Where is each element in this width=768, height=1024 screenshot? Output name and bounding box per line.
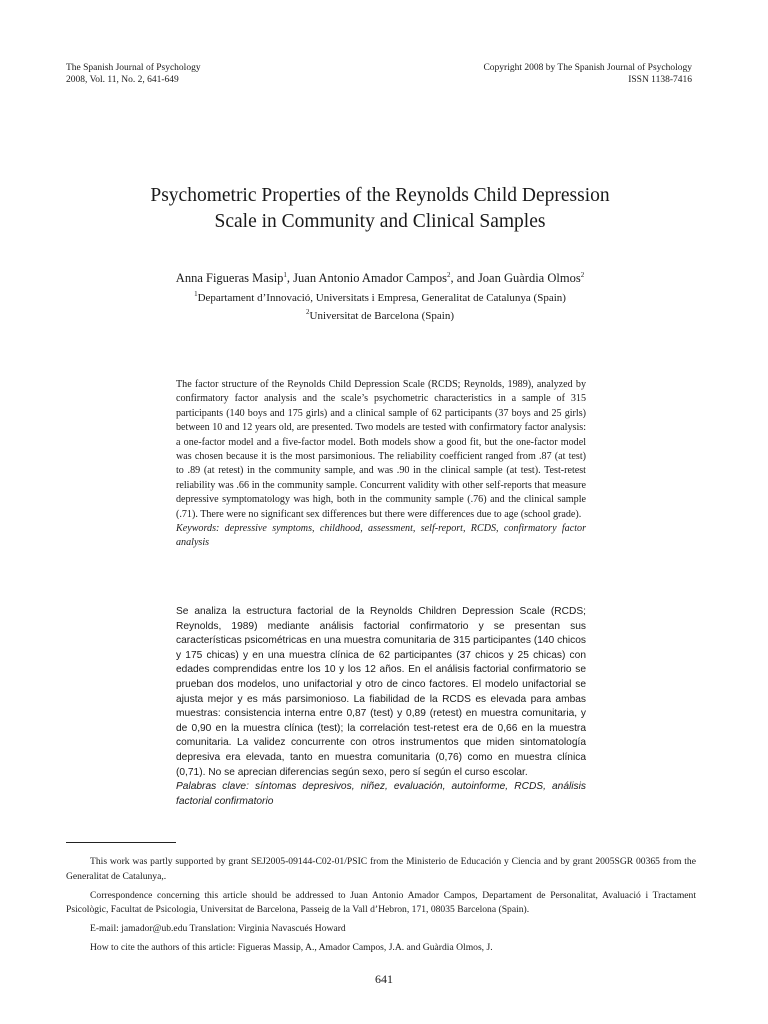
abstract-keywords: Keywords: depressive symptoms, childhood, assessment, self-report, RCDS, confirmatory factor analysis bbox=[176, 523, 586, 549]
funding-note: This work was partly supported by grant SEJ2005-09144-C02-01/PSIC from the Ministerio de Educación y Ciencia and by grant 2005SGR 00365 from the Generalitat de Catalunya,. bbox=[66, 856, 696, 882]
author-affiliation-mark: 2 bbox=[580, 271, 585, 279]
affiliation-1 bbox=[60, 291, 700, 305]
affiliation-mark: 2 bbox=[306, 308, 310, 316]
author-separator: , and bbox=[450, 271, 478, 285]
journal-citation: 2008, Vol. 11, No. 2, 641-649 bbox=[66, 75, 179, 85]
author-name: Joan Guàrdia Olmos bbox=[477, 271, 581, 285]
footnotes bbox=[66, 855, 696, 960]
affiliation-text: Departament d’Innovació, Universitats i Empresa, Generalitat de Catalunya (Spain) bbox=[197, 292, 566, 304]
journal-header-left bbox=[66, 62, 201, 86]
citation-note: How to cite the authors of this article: Figueras Massip, A., Amador Campos, J.A. and Guàrdia Olmos, J. bbox=[90, 942, 493, 953]
email-translation-note: E-mail: jamador@ub.edu Translation: Virginia Navascués Howard bbox=[90, 923, 346, 934]
journal-header-right bbox=[483, 62, 692, 86]
page-number: 641 bbox=[375, 972, 393, 986]
footnote-divider bbox=[66, 842, 176, 843]
author-affiliation-mark: 1 bbox=[283, 271, 287, 279]
correspondence-note: Correspondence concerning this article should be addressed to Juan Antonio Amador Campos, Departament de Personalitat, Avaluació i Tractament Psicològic, Facultat de Psicologia, Universitat de Barcelona, Passeig de la Vall d’Hebron, 171, 08035 Barcelona (Spain). bbox=[66, 889, 696, 915]
english-abstract bbox=[176, 378, 586, 551]
resumen-keywords: Palabras clave: síntomas depresivos, niñez, evaluación, autoinforme, RCDS, análisis factorial confirmatorio bbox=[176, 781, 586, 807]
author-name: Juan Antonio Amador Campos bbox=[293, 271, 447, 285]
article-title bbox=[60, 183, 700, 235]
copyright-line: Copyright 2008 by The Spanish Journal of Psychology bbox=[483, 63, 692, 73]
affiliation-mark: 1 bbox=[194, 290, 198, 298]
title-line-1: Psychometric Properties of the Reynolds Child Depression bbox=[150, 185, 610, 206]
spanish-abstract bbox=[176, 605, 586, 809]
affiliation-text: Universitat de Barcelona (Spain) bbox=[309, 310, 454, 322]
resumen-text: Se analiza la estructura factorial de la Reynolds Children Depression Scale (RCDS; Reynolds, 1989) mediante análisis factorial confirmatorio y se presentan sus características psicométricas en una muestra comunitaria de 315 participantes (140 chicos y 175 chicas) y en una muestra clínica de 62 participantes (37 chicos y 25 chicas) con edades comprendidas entre los 10 y los 12 años. En el análisis factorial confirmatorio se prueban dos modelos, uno unifactorial y otro de cinco factores. El modelo unifactorial se ajusta mejor y es más parsimonioso. La fiabilidad de la RCDS es elevada para ambas muestras: consistencia interna entre 0,87 (test) y 0,89 (retest) en muestra comunitaria, y de 0,90 en la muestra clínica (test); la correlación test-retest era de 0,66 en la muestra comunitaria. La validez concurrente con otros instrumentos que miden sintomatología depresiva era elevada, tanto en muestra comunitaria (0,76) como en muestra clínica (0,71). No se aprecian diferencias según sexo, pero sí según el curso escolar. bbox=[176, 606, 586, 778]
journal-name: The Spanish Journal of Psychology bbox=[66, 63, 201, 73]
abstract-text: The factor structure of the Reynolds Child Depression Scale (RCDS; Reynolds, 1989), analyzed by confirmatory factor analysis and the scale’s psychometric characteristics in a sample of 315 participants (140 boys and 175 girls) and a clinical sample of 62 participants (37 boys and 25 girls) between 10 and 12 years old, are presented. Two models are tested with confirmatory factor analysis: a one-factor model and a five-factor model. Both models show a good fit, but the one-factor model was chosen because it is the most parsimonious. The reliability coefficient ranged from .87 (at test) to .89 (at retest) in the community sample, and was .90 in the clinical sample (at test). Test-retest reliability was .66 in the community sample. Concurrent validity with other self-reports that measure depressive symptomatology was high, both in the community sample (.76) and the clinical sample (.71). There were no significant sex differences but there were differences due to age (school grade). bbox=[176, 379, 586, 520]
author-affiliation-mark: 2 bbox=[447, 271, 451, 279]
title-line-2: Scale in Community and Clinical Samples bbox=[214, 211, 546, 232]
author-separator: , bbox=[286, 271, 294, 285]
affiliation-2 bbox=[60, 309, 700, 323]
author-name: Anna Figueras Masip bbox=[175, 271, 284, 285]
issn-line: ISSN 1138-7416 bbox=[628, 75, 692, 85]
author-list bbox=[60, 270, 700, 286]
